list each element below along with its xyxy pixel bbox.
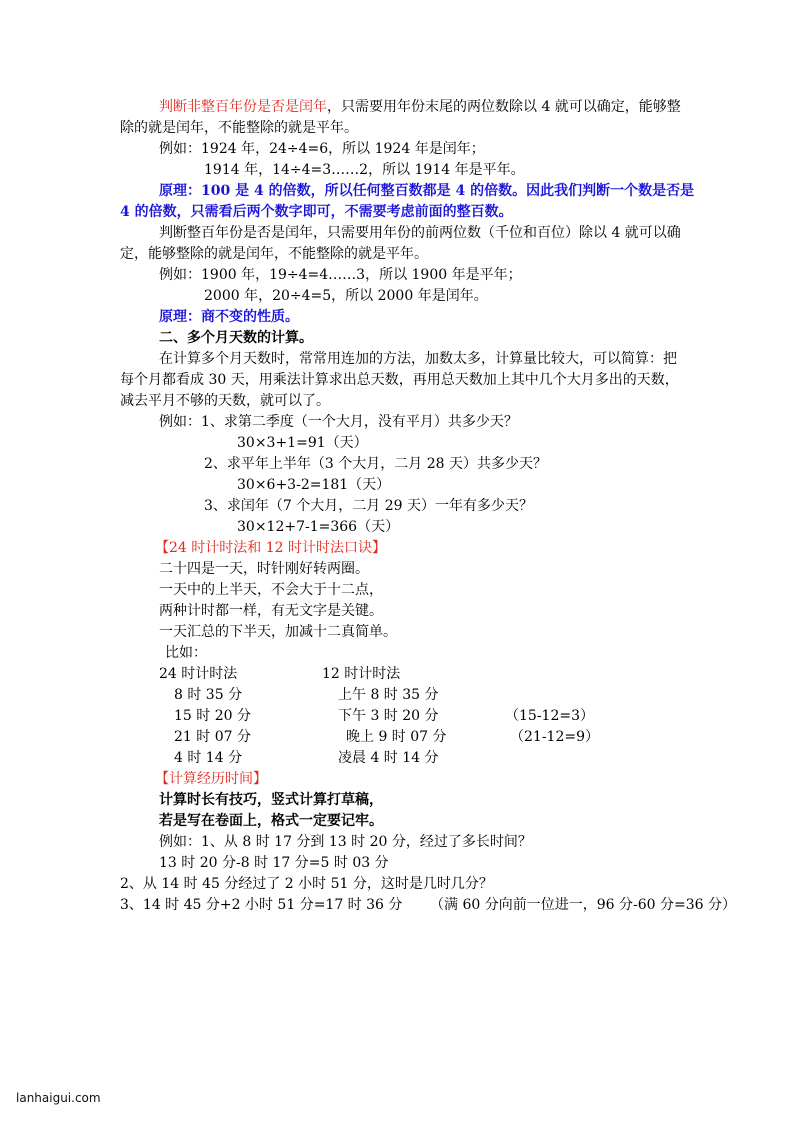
paragraph-text: 判断整百年份是否是闰年，只需要用年份的前两位数（千位和百位）除以 4 就可以确 — [159, 225, 681, 241]
cell-24h: 8 时 35 分 — [174, 687, 243, 703]
answer-line: 3、14 时 45 分+2 小时 51 分=17 时 36 分 — [120, 897, 403, 913]
elapsed-title: 【计算经历时间】 — [155, 771, 267, 787]
cell-24h: 15 时 20 分 — [174, 708, 251, 724]
example-line: 例如：1924 年，24÷4=6，所以 1924 年是闰年； — [159, 141, 485, 157]
answer-line: 30×6+3-2=181（天） — [237, 477, 391, 493]
cell-24h: 21 时 07 分 — [174, 729, 251, 745]
footer-watermark: lanhaigui.com — [16, 1091, 101, 1105]
example-line: 例如：1900 年，19÷4=4……3，所以 1900 年是平年； — [159, 267, 522, 283]
cell-12h: 晚上 9 时 07 分 — [346, 729, 447, 745]
section-heading: 二、多个月天数的计算。 — [159, 330, 313, 346]
cell-note: （21-12=9） — [510, 729, 599, 745]
example-line: 1914 年，14÷4=3……2，所以 1914 年是平年。 — [204, 162, 525, 178]
paragraph-text: 定，能够整除的就是闰年，不能整除的就是平年。 — [120, 246, 428, 262]
cell-note: （15-12=3） — [505, 708, 594, 724]
paragraph-text: 在计算多个月天数时，常常用连加的方法，加数太多，计算量比较大，可以简算：把 — [159, 351, 677, 367]
example-line: 2000 年，20÷4=5，所以 2000 年是闰年。 — [204, 288, 488, 304]
principle-line: 4 的倍数，只需看后两个数字即可，不需要考虑前面的整百数。 — [120, 204, 513, 220]
rhyme-line: 一天汇总的下半天，加减十二真简单。 — [159, 624, 397, 640]
rhyme-title: 【24 时计时法和 12 时计时法口诀】 — [155, 540, 386, 556]
paragraph-continuation: 除的就是闰年，不能整除的就是平年。 — [120, 120, 358, 136]
cell-24h: 4 时 14 分 — [174, 750, 243, 766]
question-line: 2、求平年上半年（3 个大月，二月 28 天）共多少天？ — [204, 456, 547, 472]
column-header-12h: 12 时计时法 — [322, 666, 401, 682]
rhyme-line: 一天中的上半天，不会大于十二点， — [159, 582, 383, 598]
elapsed-rhyme-line: 若是写在卷面上，格式一定要记牢。 — [159, 813, 383, 829]
paragraph-leap-year-nonhundred — [159, 97, 681, 117]
paragraph-text: 每个月都看成 30 天，用乘法计算求出总天数，再用总天数加上其中几个大月多出的天数， — [120, 372, 679, 388]
cell-12h: 上午 8 时 35 分 — [338, 687, 439, 703]
column-header-24h: 24 时计时法 — [159, 666, 238, 682]
principle-line: 原理：商不变的性质。 — [159, 309, 299, 325]
paragraph-text: ，只需要用年份末尾的两位数除以 4 就可以确定，能够整 — [327, 99, 681, 115]
rhyme-line: 二十四是一天，时针刚好转两圈。 — [159, 561, 369, 577]
cell-12h: 下午 3 时 20 分 — [338, 708, 439, 724]
paragraph-text: 减去平月不够的天数，就可以了。 — [120, 393, 330, 409]
highlight-phrase: 判断非整百年份是否是闰年 — [159, 99, 327, 115]
question-line: 例如：1、从 8 时 17 分到 13 时 20 分，经过了多长时间？ — [159, 834, 532, 850]
principle-line: 原理：100 是 4 的倍数，所以任何整百数都是 4 的倍数。因此我们判断一个数是否是 — [159, 183, 695, 199]
answer-line: 13 时 20 分-8 时 17 分=5 时 03 分 — [159, 855, 389, 871]
rhyme-line: 两种计时都一样，有无文字是关键。 — [159, 603, 383, 619]
answer-note: （满 60 分向前一位进一，96 分-60 分=36 分） — [430, 897, 736, 913]
question-line: 2、从 14 时 45 分经过了 2 小时 51 分，这时是几时几分？ — [120, 876, 493, 892]
question-line: 3、求闰年（7 个大月，二月 29 天）一年有多少天？ — [204, 498, 533, 514]
cell-12h: 凌晨 4 时 14 分 — [338, 750, 439, 766]
elapsed-rhyme-line: 计算时长有技巧，竖式计算打草稿， — [159, 792, 383, 808]
answer-line: 30×3+1=91（天） — [237, 435, 368, 451]
answer-line: 30×12+7-1=366（天） — [237, 519, 400, 535]
compare-label: 比如： — [165, 645, 207, 661]
question-line: 例如：1、求第二季度（一个大月，没有平月）共多少天？ — [159, 414, 518, 430]
